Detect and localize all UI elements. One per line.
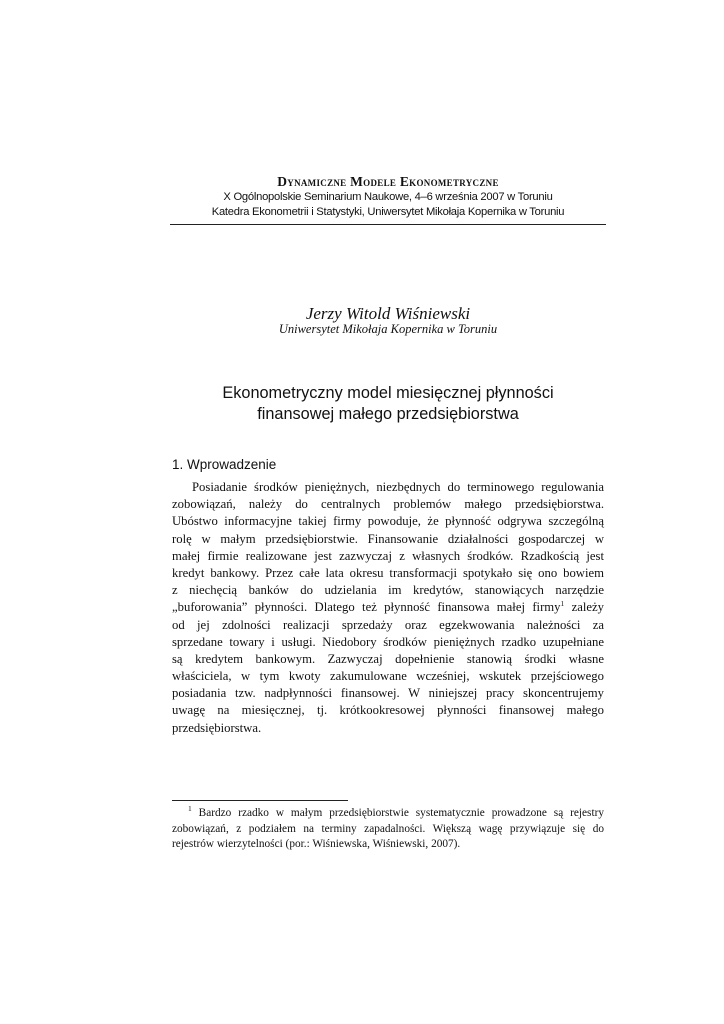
paper-title-line-1: Ekonometryczny model miesięcznej płynności [222,384,554,402]
paragraph-line: posiadania tzw. nadpłynności finansowej. W niniejszej pracy skoncentrujemy [172,686,604,701]
footnote-line: zobowiązań, z podziałem na terminy zapadalności. Większą wagę przywiązuje się do [172,822,604,835]
paragraph-line: Ubóstwo informacyjne takiej firmy powoduje, że płynność odgrywa szczególną [172,514,604,529]
journal-title: Dynamiczne Modele Ekonometryczne [277,174,499,189]
paragraph-line: małej firmie realizowane jest zazwyczaj z własnych środków. Rzadkością jest [172,548,604,563]
paper-title [170,383,606,425]
author-name: Jerzy Witold Wiśniewski [305,304,471,323]
paragraph-line: zobowiązań, należy do centralnych problemów małego przedsiębiorstwa. [172,497,604,512]
paragraph-line: kredyt bankowy. Przez całe lata okresu transformacji spotykało się ono bowiem [172,565,604,580]
paragraph-line-with-footnote [172,599,604,616]
paper-title-line-2: finansowej małego przedsiębiorstwa [257,405,519,423]
footnote-reference[interactable]: 1 [560,599,565,609]
footnote-line-text: Bardzo rzadko w małym przedsiębiorstwie systematycznie prowadzone są rejestry [198,807,605,819]
body-paragraph [172,479,604,737]
footnote-divider [172,800,348,801]
paragraph-line: od jej zdolności realizacji sprzedaży oraz egzekwowania należności za [172,617,604,632]
section-heading: 1. Wprowadzenie [172,457,277,472]
department-line: Katedra Ekonometrii i Statystyki, Uniwersytet Mikołaja Kopernika w Toruniu [211,206,565,218]
paragraph-line-part: zależy [571,600,605,615]
paragraph-line: z niechęcią banków do udzielania im kredytów, stanowiących narzędzie [172,583,604,598]
paragraph-line: właściciela, w tym kwoty zakumulowane wcześniej, wskutek przejściowego [172,669,604,684]
author-affiliation: Uniwersytet Mikołaja Kopernika w Toruniu [278,322,498,336]
footnote [172,806,604,853]
paragraph-line: rolę w małym przedsiębiorstwie. Finansowanie działalności gospodarczej w [172,531,604,546]
paragraph-line: przedsiębiorstwa. [172,720,262,735]
paragraph-line: sprzedane towary i usługi. Niedobory środków pieniężnych rzadko uzupełniane [172,634,604,649]
footnote-line: rejestrów wierzytelności (por.: Wiśniewska, Wiśniewski, 2007). [172,838,461,850]
header-divider [170,224,606,225]
paragraph-line: uwagę na miesięcznej, tj. krótkookresowej płynności finansowej małego [172,703,604,718]
footnote-line [172,806,604,822]
journal-header [170,174,606,220]
footnote-number: 1 [188,804,192,814]
paragraph-line: Posiadanie środków pieniężnych, niezbędnych do terminowego regulowania [192,480,604,494]
seminar-line: X Ogólnopolskie Seminarium Naukowe, 4–6 września 2007 w Toruniu [223,191,553,203]
paragraph-line: są kredytem bankowym. Zazwyczaj dopełnienie stanowią środki własne [172,651,604,666]
paragraph-line-part: „buforowania” płynności. Dlatego też płynność finansowa małej firmy [172,600,561,615]
